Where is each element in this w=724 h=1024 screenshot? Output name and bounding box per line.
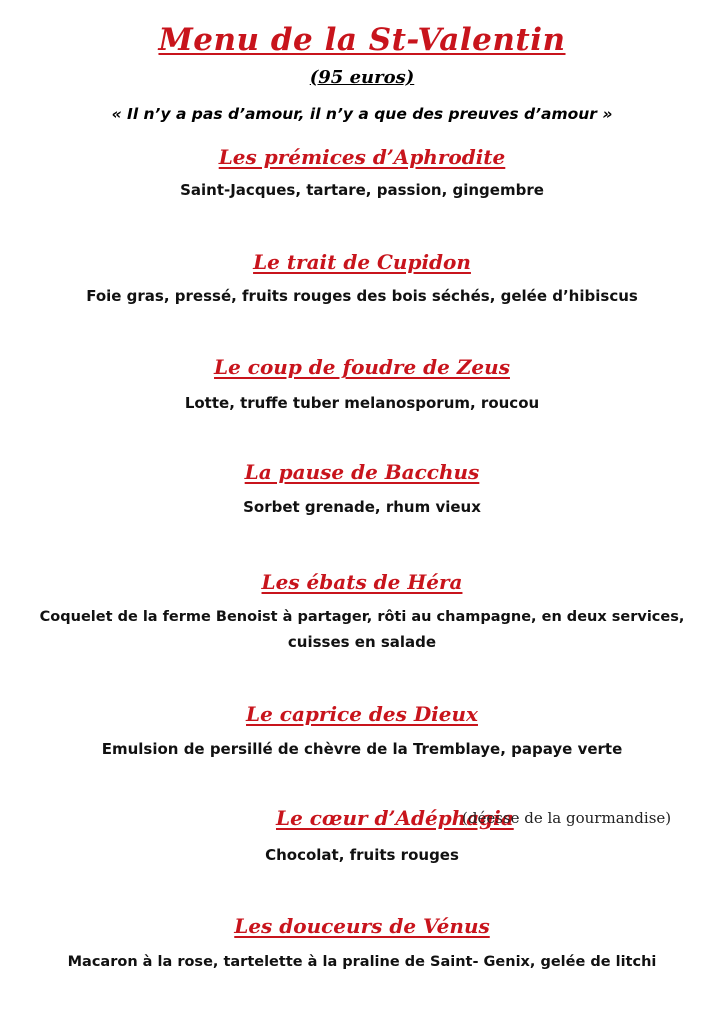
course-title: Les douceurs de Vénus — [234, 914, 490, 938]
course-title: Les ébats de Héra — [261, 570, 463, 594]
menu-quote: « Il n’y a pas d’amour, il n’y a que des preuves d’amour » — [111, 105, 613, 123]
course-description: Macaron à la rose, tartelette à la praline de Saint- Genix, gelée de litchi — [67, 954, 657, 970]
course-title: Le caprice des Dieux — [246, 702, 478, 726]
course-title: Le cœur d’Adéphagia — [276, 806, 514, 830]
course-description-line2: cuisses en salade — [287, 633, 437, 651]
course-description: Chocolat, fruits rouges — [265, 846, 459, 864]
course-description: Lotte, truffe tuber melanosporum, roucou — [184, 394, 540, 412]
course-description: Emulsion de persillé de chèvre de la Tremblaye, papaye verte — [101, 740, 623, 758]
course-aside: (déesse de la gourmandise) — [462, 809, 672, 827]
course-description-line1: Coquelet de la ferme Benoist à partager, rôti au champagne, en deux services, — [39, 609, 685, 625]
menu-title: Menu de la St-Valentin — [158, 22, 566, 58]
course-description: Sorbet grenade, rhum vieux — [243, 498, 481, 516]
course-title: Le trait de Cupidon — [253, 250, 471, 274]
course-description: Saint-Jacques, tartare, passion, gingembre — [180, 181, 544, 199]
course-title: La pause de Bacchus — [244, 460, 480, 484]
course-title: Les prémices d’Aphrodite — [218, 145, 506, 169]
course-description: Foie gras, pressé, fruits rouges des bois séchés, gelée d’hibiscus — [86, 287, 638, 305]
menu-price: (95 euros) — [309, 67, 415, 88]
course-title: Le coup de foudre de Zeus — [214, 355, 510, 379]
